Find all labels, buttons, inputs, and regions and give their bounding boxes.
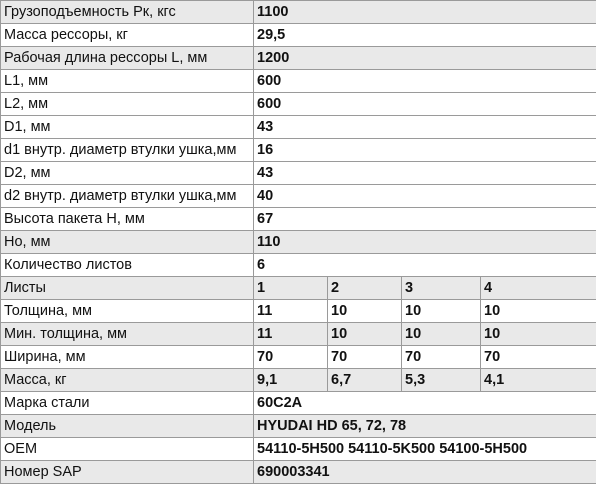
leaf-cell: 4 (481, 277, 596, 300)
row-value: 67 (254, 208, 596, 231)
table-row (1, 392, 596, 415)
row-label: L1, мм (1, 70, 254, 93)
table-row (1, 208, 596, 231)
row-value: 110 (254, 231, 596, 254)
row-value: 690003341 (254, 461, 596, 484)
row-label: Рабочая длина рессоры L, мм (1, 47, 254, 70)
table-row (1, 461, 596, 484)
row-label: d1 внутр. диаметр втулки ушка,мм (1, 139, 254, 162)
leaf-cell: 3 (402, 277, 481, 300)
row-value: 40 (254, 185, 596, 208)
table-row (1, 162, 596, 185)
leaf-cell: 10 (402, 300, 481, 323)
table-row (1, 231, 596, 254)
table-row (1, 277, 596, 300)
row-label: Но, мм (1, 231, 254, 254)
row-value: 54110-5H500 54110-5K500 54100-5H500 (254, 438, 596, 461)
row-label: Листы (1, 277, 254, 300)
table-row (1, 185, 596, 208)
row-label: OEM (1, 438, 254, 461)
leaf-cell: 10 (328, 323, 402, 346)
table-row (1, 139, 596, 162)
row-label: L2, мм (1, 93, 254, 116)
leaf-cell: 70 (402, 346, 481, 369)
leaf-cell: 11 (254, 300, 328, 323)
row-value: 6 (254, 254, 596, 277)
row-label: d2 внутр. диаметр втулки ушка,мм (1, 185, 254, 208)
table-row (1, 346, 596, 369)
leaf-cell: 10 (481, 300, 596, 323)
leaf-cell: 1 (254, 277, 328, 300)
row-label: Модель (1, 415, 254, 438)
row-label: Толщина, мм (1, 300, 254, 323)
leaf-cell: 5,3 (402, 369, 481, 392)
table-row (1, 300, 596, 323)
row-label: Масса рессоры, кг (1, 24, 254, 47)
table-row (1, 369, 596, 392)
leaf-cell: 11 (254, 323, 328, 346)
table-row (1, 24, 596, 47)
row-value: 1200 (254, 47, 596, 70)
leaf-cell: 70 (328, 346, 402, 369)
row-value: 16 (254, 139, 596, 162)
row-value: 600 (254, 70, 596, 93)
leaf-cell: 2 (328, 277, 402, 300)
table-row (1, 415, 596, 438)
table-row (1, 47, 596, 70)
leaf-cell: 10 (328, 300, 402, 323)
leaf-cell: 10 (481, 323, 596, 346)
leaf-cell: 70 (254, 346, 328, 369)
row-label: Грузоподъемность Рк, кгс (1, 1, 254, 24)
row-label: D1, мм (1, 116, 254, 139)
table-row (1, 254, 596, 277)
table-row (1, 93, 596, 116)
leaf-cell: 10 (402, 323, 481, 346)
leaf-cell: 9,1 (254, 369, 328, 392)
leaf-cell: 6,7 (328, 369, 402, 392)
row-label: Ширина, мм (1, 346, 254, 369)
row-value: 29,5 (254, 24, 596, 47)
row-label: D2, мм (1, 162, 254, 185)
row-value: 1100 (254, 1, 596, 24)
row-value: HYUDAI HD 65, 72, 78 (254, 415, 596, 438)
table-row (1, 438, 596, 461)
row-label: Мин. толщина, мм (1, 323, 254, 346)
leaf-cell: 4,1 (481, 369, 596, 392)
table-row (1, 70, 596, 93)
row-label: Количество листов (1, 254, 254, 277)
row-label: Номер SAP (1, 461, 254, 484)
row-label: Марка стали (1, 392, 254, 415)
row-label: Высота пакета Н, мм (1, 208, 254, 231)
table-row (1, 116, 596, 139)
table-row (1, 1, 596, 24)
row-value: 43 (254, 116, 596, 139)
row-value: 600 (254, 93, 596, 116)
leaf-cell: 70 (481, 346, 596, 369)
row-label: Масса, кг (1, 369, 254, 392)
table-row (1, 323, 596, 346)
row-value: 60С2А (254, 392, 596, 415)
row-value: 43 (254, 162, 596, 185)
